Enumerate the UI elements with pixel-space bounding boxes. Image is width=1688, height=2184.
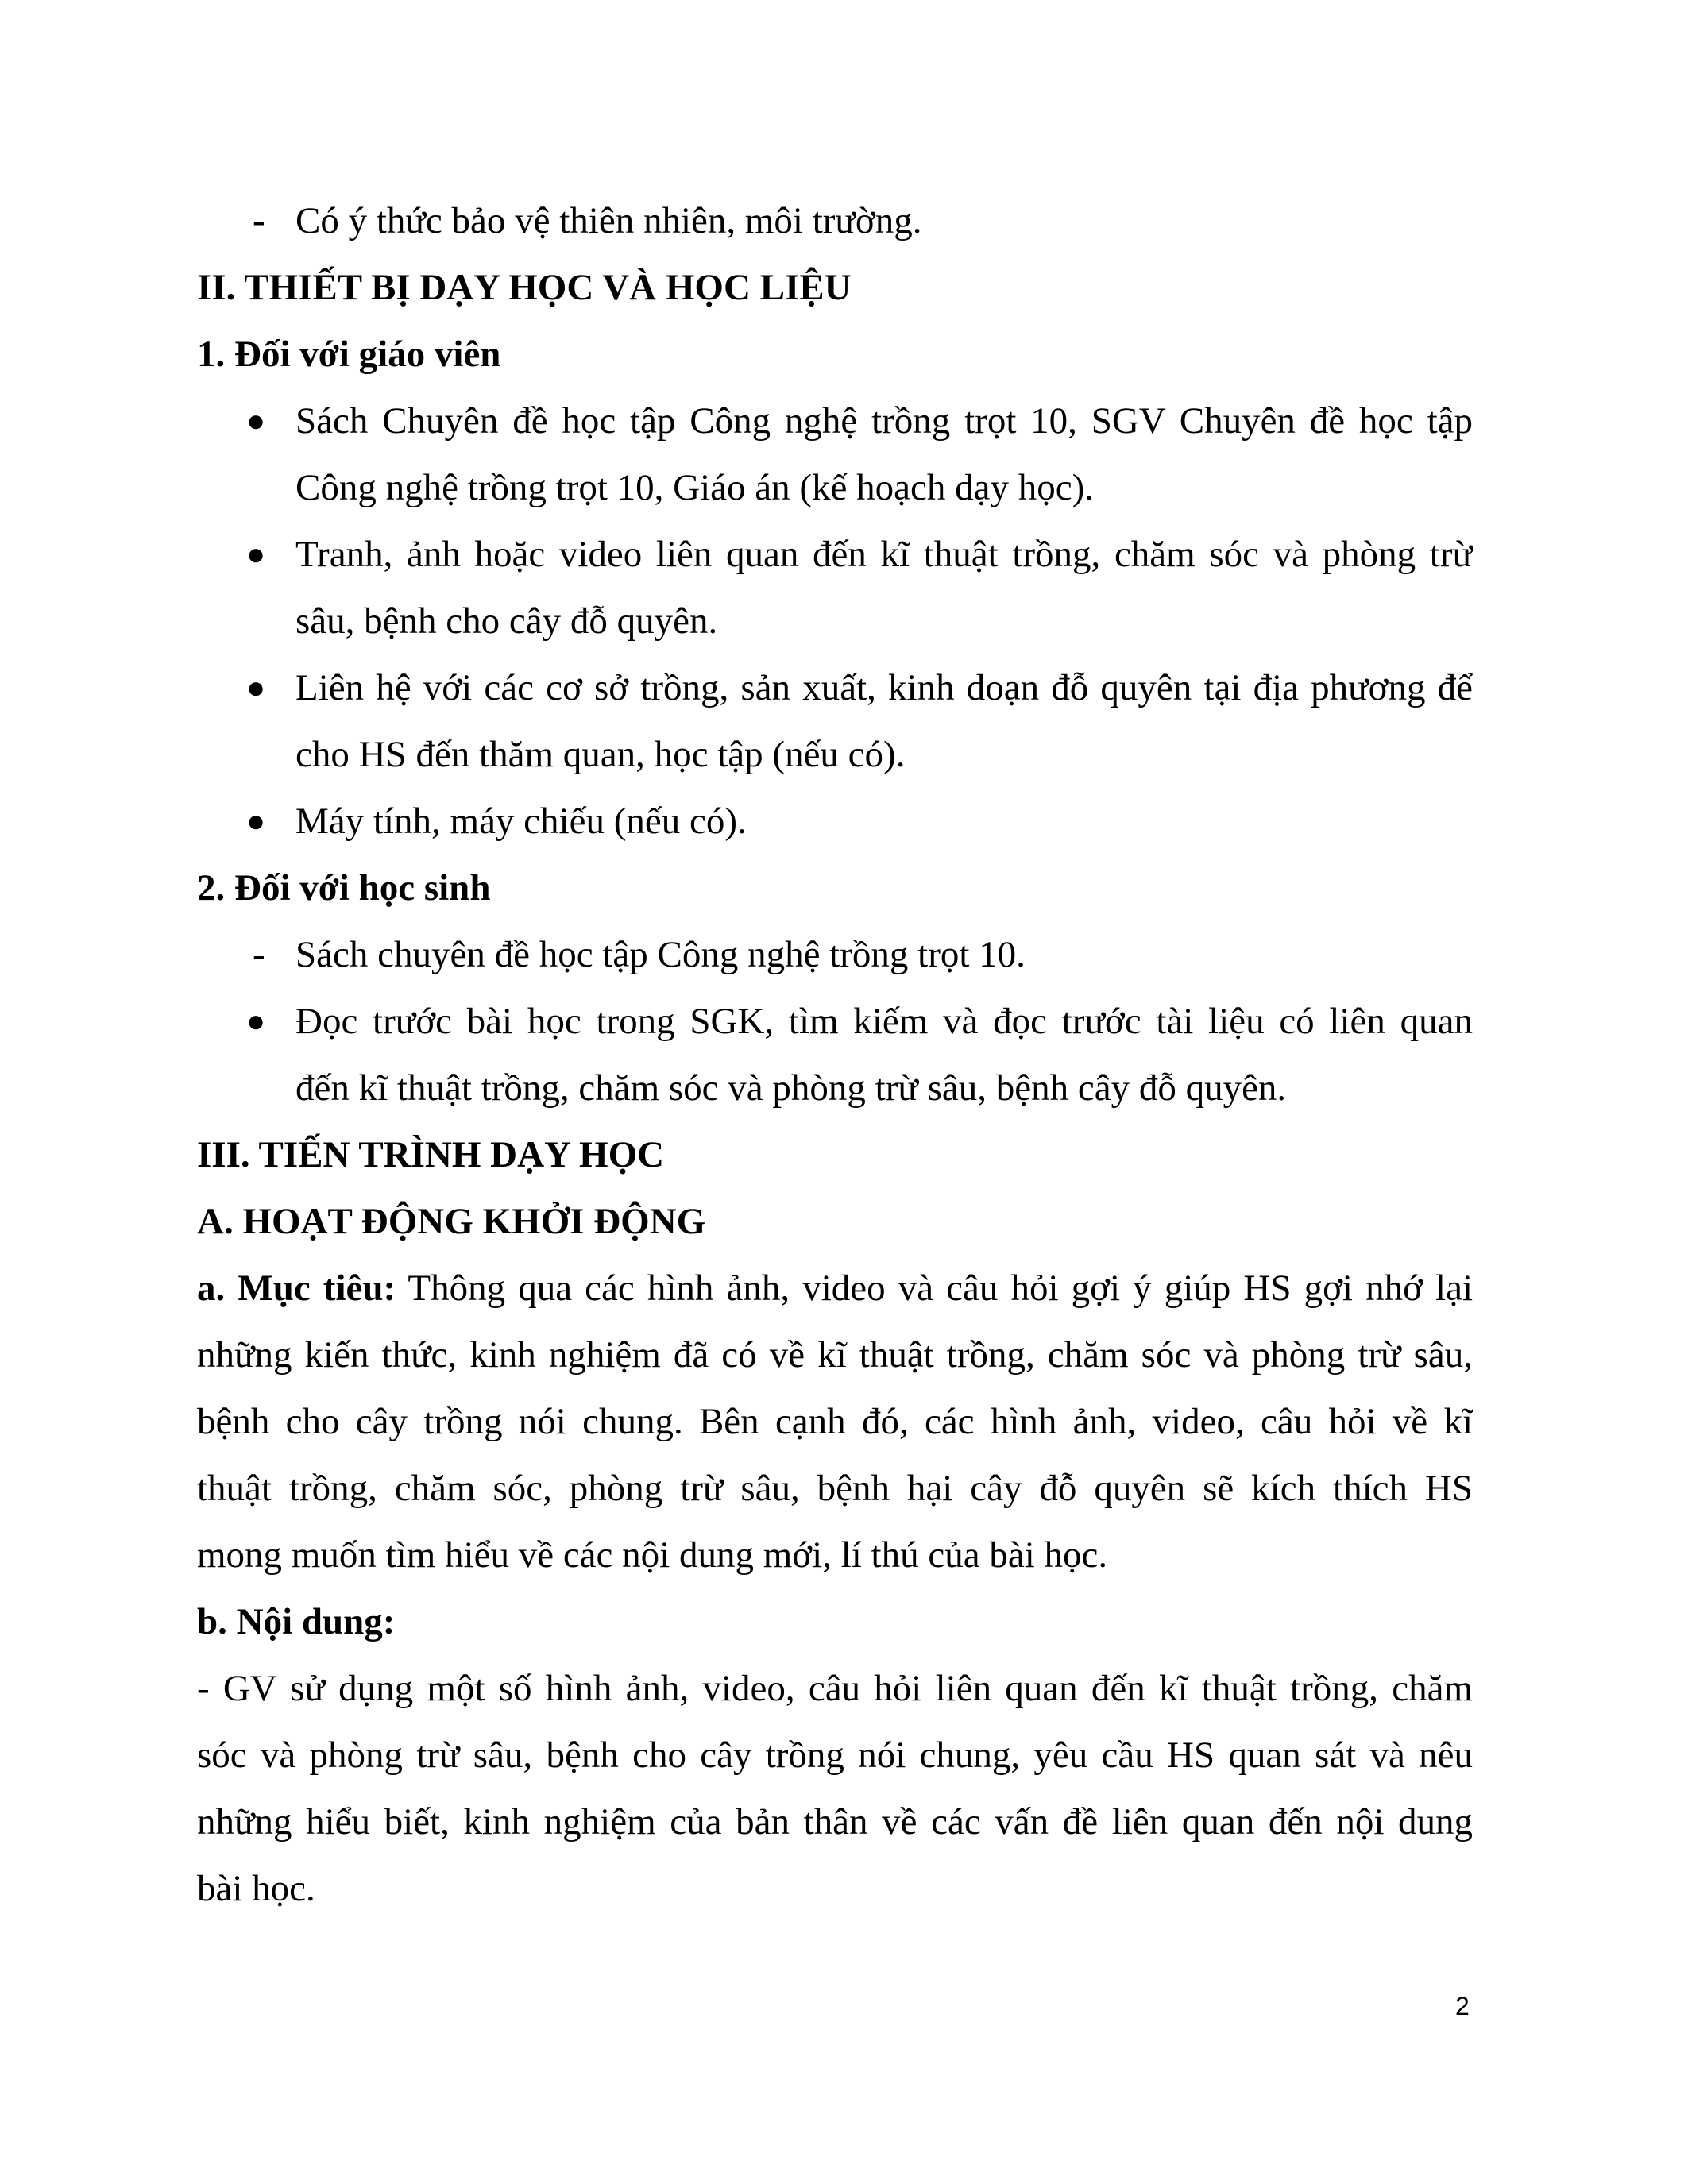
- line-text: Sách chuyên đề học tập Công nghệ trồng trọt 10.: [295, 934, 1026, 975]
- list-item-line: [197, 988, 1473, 1055]
- bullet-icon: ●: [246, 403, 266, 438]
- line-text: những kiến thức, kinh nghiệm đã có về kĩ thuật trồng, chăm sóc và phòng trừ sâu,: [197, 1334, 1473, 1376]
- dash-marker: -: [253, 934, 265, 975]
- section-heading: III. TIẾN TRÌNH DẠY HỌC: [197, 1134, 665, 1175]
- paragraph-line: [197, 1722, 1473, 1788]
- paragraph-line: [197, 1322, 1473, 1388]
- line-text: Sách Chuyên đề học tập Công nghệ trồng trọt 10, SGV Chuyên đề học tập: [295, 400, 1473, 442]
- list-item-line: [197, 721, 1473, 788]
- line-text: bài học.: [197, 1868, 315, 1909]
- list-item-line: [197, 187, 1473, 254]
- line-text: mong muốn tìm hiểu về các nội dung mới, lí thú của bài học.: [197, 1534, 1108, 1576]
- line-text: sâu, bệnh cho cây đỗ quyên.: [295, 600, 718, 642]
- line-text: sóc và phòng trừ sâu, bệnh cho cây trồng nói chung, yêu cầu HS quan sát và nêu: [197, 1734, 1473, 1776]
- line-text: Máy tính, máy chiếu (nếu có).: [295, 801, 747, 842]
- line-text: cho HS đến thăm quan, học tập (nếu có).: [295, 734, 906, 775]
- paragraph-line: [197, 1455, 1473, 1522]
- list-item-line: [197, 1055, 1473, 1121]
- section-heading: b. Nội dung:: [197, 1601, 396, 1642]
- section-heading: A. HOẠT ĐỘNG KHỞI ĐỘNG: [197, 1201, 706, 1242]
- line-text: Liên hệ với các cơ sở trồng, sản xuất, kinh doạn đỗ quyên tại địa phương để: [295, 667, 1473, 708]
- list-item-line: [197, 388, 1473, 454]
- paragraph-line: [197, 1855, 1473, 1922]
- bullet-icon: ●: [246, 536, 266, 572]
- paragraph-line: [197, 1388, 1473, 1455]
- paragraph-line: [197, 1255, 1473, 1322]
- list-item-line: [197, 454, 1473, 521]
- dash-marker: -: [253, 200, 265, 241]
- section-heading: 2. Đối với học sinh: [197, 867, 491, 909]
- line-text: Đọc trước bài học trong SGK, tìm kiếm và đọc trước tài liệu có liên quan: [295, 1001, 1473, 1042]
- section-heading: 1. Đối với giáo viên: [197, 334, 501, 375]
- list-item-line: [197, 588, 1473, 654]
- page-number: 2: [1455, 1992, 1470, 2020]
- paragraph-line: [197, 1522, 1473, 1588]
- list-item-line: [197, 654, 1473, 721]
- section-heading: II. THIẾT BỊ DẠY HỌC VÀ HỌC LIỆU: [197, 267, 852, 308]
- line-text: Công nghệ trồng trọt 10, Giáo án (kế hoạch dạy học).: [295, 467, 1095, 508]
- line-text: Có ý thức bảo vệ thiên nhiên, môi trường.: [295, 200, 922, 241]
- line-text: đến kĩ thuật trồng, chăm sóc và phòng trừ sâu, bệnh cây đỗ quyên.: [295, 1067, 1287, 1109]
- list-item-line: [197, 521, 1473, 588]
- line-text: thuật trồng, chăm sóc, phòng trừ sâu, bệnh hại cây đỗ quyên sẽ kích thích HS: [197, 1468, 1473, 1509]
- paragraph-line: [197, 1788, 1473, 1855]
- bullet-icon: ●: [246, 669, 266, 705]
- line-text: những hiểu biết, kinh nghiệm của bản thân về các vấn đề liên quan đến nội dung: [197, 1801, 1473, 1843]
- document-body: [197, 187, 1473, 1922]
- bullet-icon: ●: [246, 1003, 266, 1039]
- paragraph-label: a. Mục tiêu:: [197, 1268, 396, 1309]
- line-text: Tranh, ảnh hoặc video liên quan đến kĩ thuật trồng, chăm sóc và phòng trừ: [295, 534, 1473, 575]
- line-text: Thông qua các hình ảnh, video và câu hỏi gợi ý giúp HS gợi nhớ lại: [396, 1268, 1473, 1309]
- list-item-line: [197, 921, 1473, 988]
- paragraph-line: [197, 1655, 1473, 1722]
- bullet-icon: ●: [246, 803, 266, 839]
- line-text: - GV sử dụng một số hình ảnh, video, câu hỏi liên quan đến kĩ thuật trồng, chăm: [197, 1668, 1473, 1709]
- line-text: bệnh cho cây trồng nói chung. Bên cạnh đó, các hình ảnh, video, câu hỏi về kĩ: [197, 1401, 1473, 1442]
- list-item-line: [197, 788, 1473, 855]
